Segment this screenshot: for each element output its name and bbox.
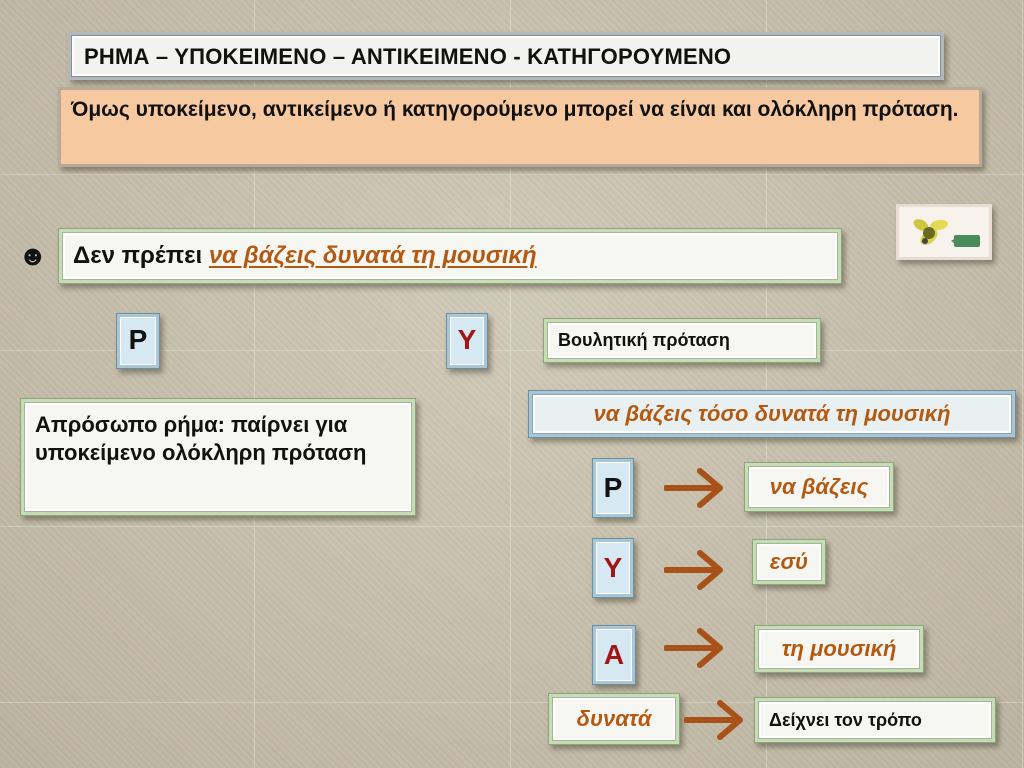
subject-value-box [752, 539, 826, 585]
verb-value-box [744, 462, 894, 512]
tile-alpha-letter: Α [596, 629, 632, 681]
adverb-text: δυνατά [553, 698, 675, 740]
clause-text-box [528, 390, 1016, 438]
note-box [58, 87, 982, 167]
flower-bee-picture [896, 204, 992, 260]
clause-text: να βάζεις τόσο δυνατά τη μουσική [533, 395, 1011, 433]
adverb-box [548, 693, 680, 745]
impersonal-verb-text: Απρόσωπο ρήμα: παίρνει για υποκείμενο ολόκληρη πρόταση [25, 403, 411, 511]
main-sentence-box [58, 228, 842, 284]
tile-upsilon-letter: Υ [596, 542, 630, 594]
tile-rho-letter: Ρ [596, 462, 630, 514]
volitional-clause-box [543, 318, 821, 363]
tile-rho [592, 458, 634, 518]
flower-bee-icon [899, 207, 989, 257]
volitional-clause-label: Βουλητική πρόταση [548, 323, 816, 358]
tile-upsilon-top [446, 313, 488, 369]
sentence-plain: Δεν πρέπει [73, 242, 209, 269]
tile-rho-top [116, 313, 160, 369]
right-arrow-icon [664, 466, 726, 510]
slide-title-box [68, 32, 944, 80]
tile-upsilon-top-letter: Υ [450, 317, 484, 365]
impersonal-verb-box [20, 398, 416, 516]
subject-value: εσύ [757, 544, 821, 580]
note-text: Όμως υποκείμενο, αντικείμενο ή κατηγορούμενο μπορεί να είναι και ολόκληρη πρόταση. [71, 98, 959, 121]
verb-value: να βάζεις [749, 467, 889, 507]
tile-rho-top-letter: Ρ [120, 317, 156, 365]
right-arrow-icon [664, 626, 726, 670]
slide-title: ΡΗΜΑ – ΥΠΟΚΕΙΜΕΝΟ – ΑΝΤΙΚΕΙΜΕΝΟ - ΚΑΤΗΓΟΡΟΥΜΕΝΟ [72, 36, 940, 76]
smiley-icon: ☻ [18, 240, 48, 271]
tile-alpha [592, 625, 636, 685]
main-sentence [63, 233, 837, 279]
sentence-highlight: να βάζεις δυνατά τη μουσική [208, 242, 537, 269]
object-value-box [754, 625, 924, 673]
adverb-meaning: Δείχνει τον τρόπο [759, 702, 991, 738]
right-arrow-icon [684, 698, 746, 742]
adverb-meaning-box [754, 697, 996, 743]
object-value: τη μουσική [759, 630, 919, 668]
right-arrow-icon [664, 548, 726, 592]
tile-upsilon [592, 538, 634, 598]
